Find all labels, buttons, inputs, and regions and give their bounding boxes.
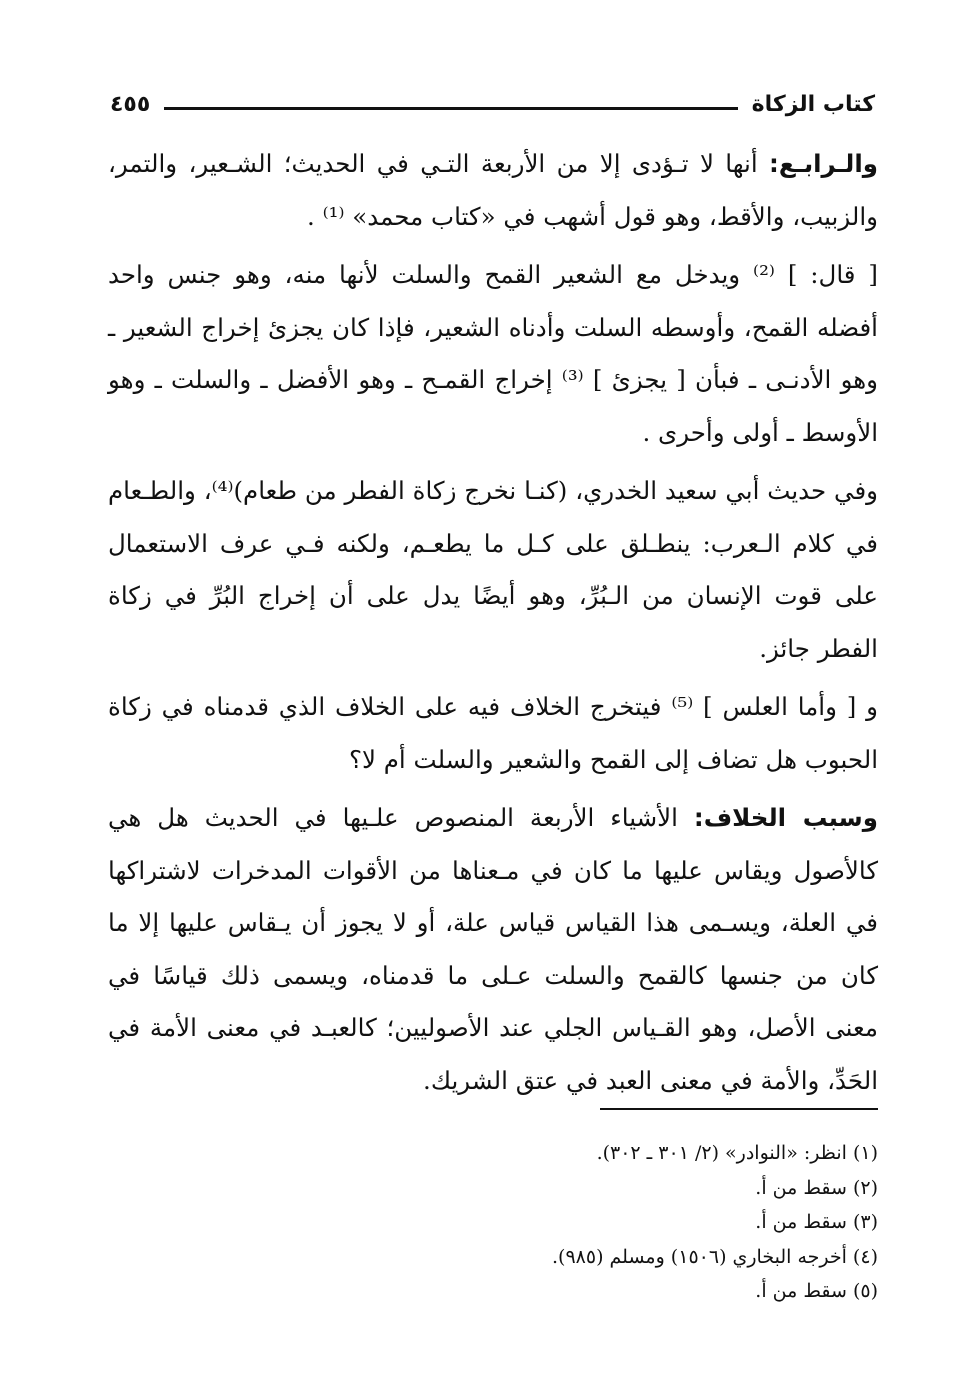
paragraph	[108, 249, 878, 459]
footnote: (٣) سقط من أ.	[755, 1211, 878, 1233]
main-text	[108, 138, 878, 1113]
paragraph	[108, 465, 878, 675]
footnotes	[300, 1136, 878, 1309]
footnote: (٥) سقط من أ.	[755, 1280, 878, 1302]
paragraph-lead: والـرابـع:	[769, 149, 878, 178]
paragraph	[108, 138, 878, 243]
footnote: (٢) سقط من أ.	[755, 1176, 878, 1199]
header-rule	[164, 107, 737, 110]
page-header	[110, 84, 875, 124]
paragraph-text: وفي حديث أبي سعيد الخدري، (كنـا نخرج زكاة الفطر من طعام)⁽⁴⁾، والطـعام في كلام الـعرب: ينطـلق على كـل ما يطعـم، ولكنه فـي عرف الاستعمال على قوت الإنسان من الـبُرِّ، وهو أيضًا يدل على أن إخراج البُرِّ في زكاة الفطر جائز.	[108, 476, 878, 663]
paragraph-text: أنها لا تـؤدى إلا من الأربعة التـي في الحديث؛ الشـعير، والتمر، والزبيب، والأقط، وهو قول أشهب في «كتاب محمد» ⁽¹⁾ .	[108, 149, 878, 231]
paragraph-text: الأشياء الأربعة المنصوص علـيها في الحديث هل هي كالأصول ويقاس عليها ما كان في مـعناها من الأقوات المدخرات لاشتراكها في العلة، ويسـمى هذا القياس قياس علة، أو لا يجوز أن يـقاس عليها إلا ما كان من جنسها كالقمح والسلت عـلى ما قدمناه، ويسمى ذلك قياسًا في معنى الأصل، وهو القـياس الجلي عند الأصوليين؛ كالعبـد في معنى الأمة في الحَدِّ، والأمة في معنى العبد في عتق الشريك.	[108, 803, 878, 1095]
paragraph	[108, 792, 878, 1107]
running-title: كتاب الزكاة	[751, 91, 875, 117]
page-number: ٤٥٥	[110, 91, 151, 117]
footnote: (١) انظر: «النوادر» (٢/ ٣٠١ ـ ٣٠٢).	[596, 1142, 878, 1164]
footnote: (٤) أخرجه البخاري (١٥٠٦) ومسلم (٩٨٥).	[552, 1245, 878, 1268]
paragraph	[108, 681, 878, 786]
footnote-separator	[600, 1108, 878, 1110]
paragraph-text: [ قال: ] ⁽²⁾ ويدخل مع الشعير القمح والسلت لأنها منه، وهو جنس واحد أفضله القمح، وأوسطه السلت وأدناه الشعير، فإذا كان يجزئ إخراج الشعير ـ وهو الأدنـى ـ فبأن [ يجزئ ] ⁽³⁾ إخراج القمـح ـ وهو الأفضل ـ والسلت ـ وهو الأوسط ـ أولى وأحرى .	[108, 260, 878, 447]
paragraph-lead: وسبب الخلاف:	[693, 803, 878, 832]
paragraph-text: و [ وأما العلس ] ⁽⁵⁾ فيتخرج الخلاف فيه على الخلاف الذي قدمناه في زكاة الحبوب هل تضاف إلى القمح والشعير والسلت أم لا؟	[108, 692, 878, 774]
